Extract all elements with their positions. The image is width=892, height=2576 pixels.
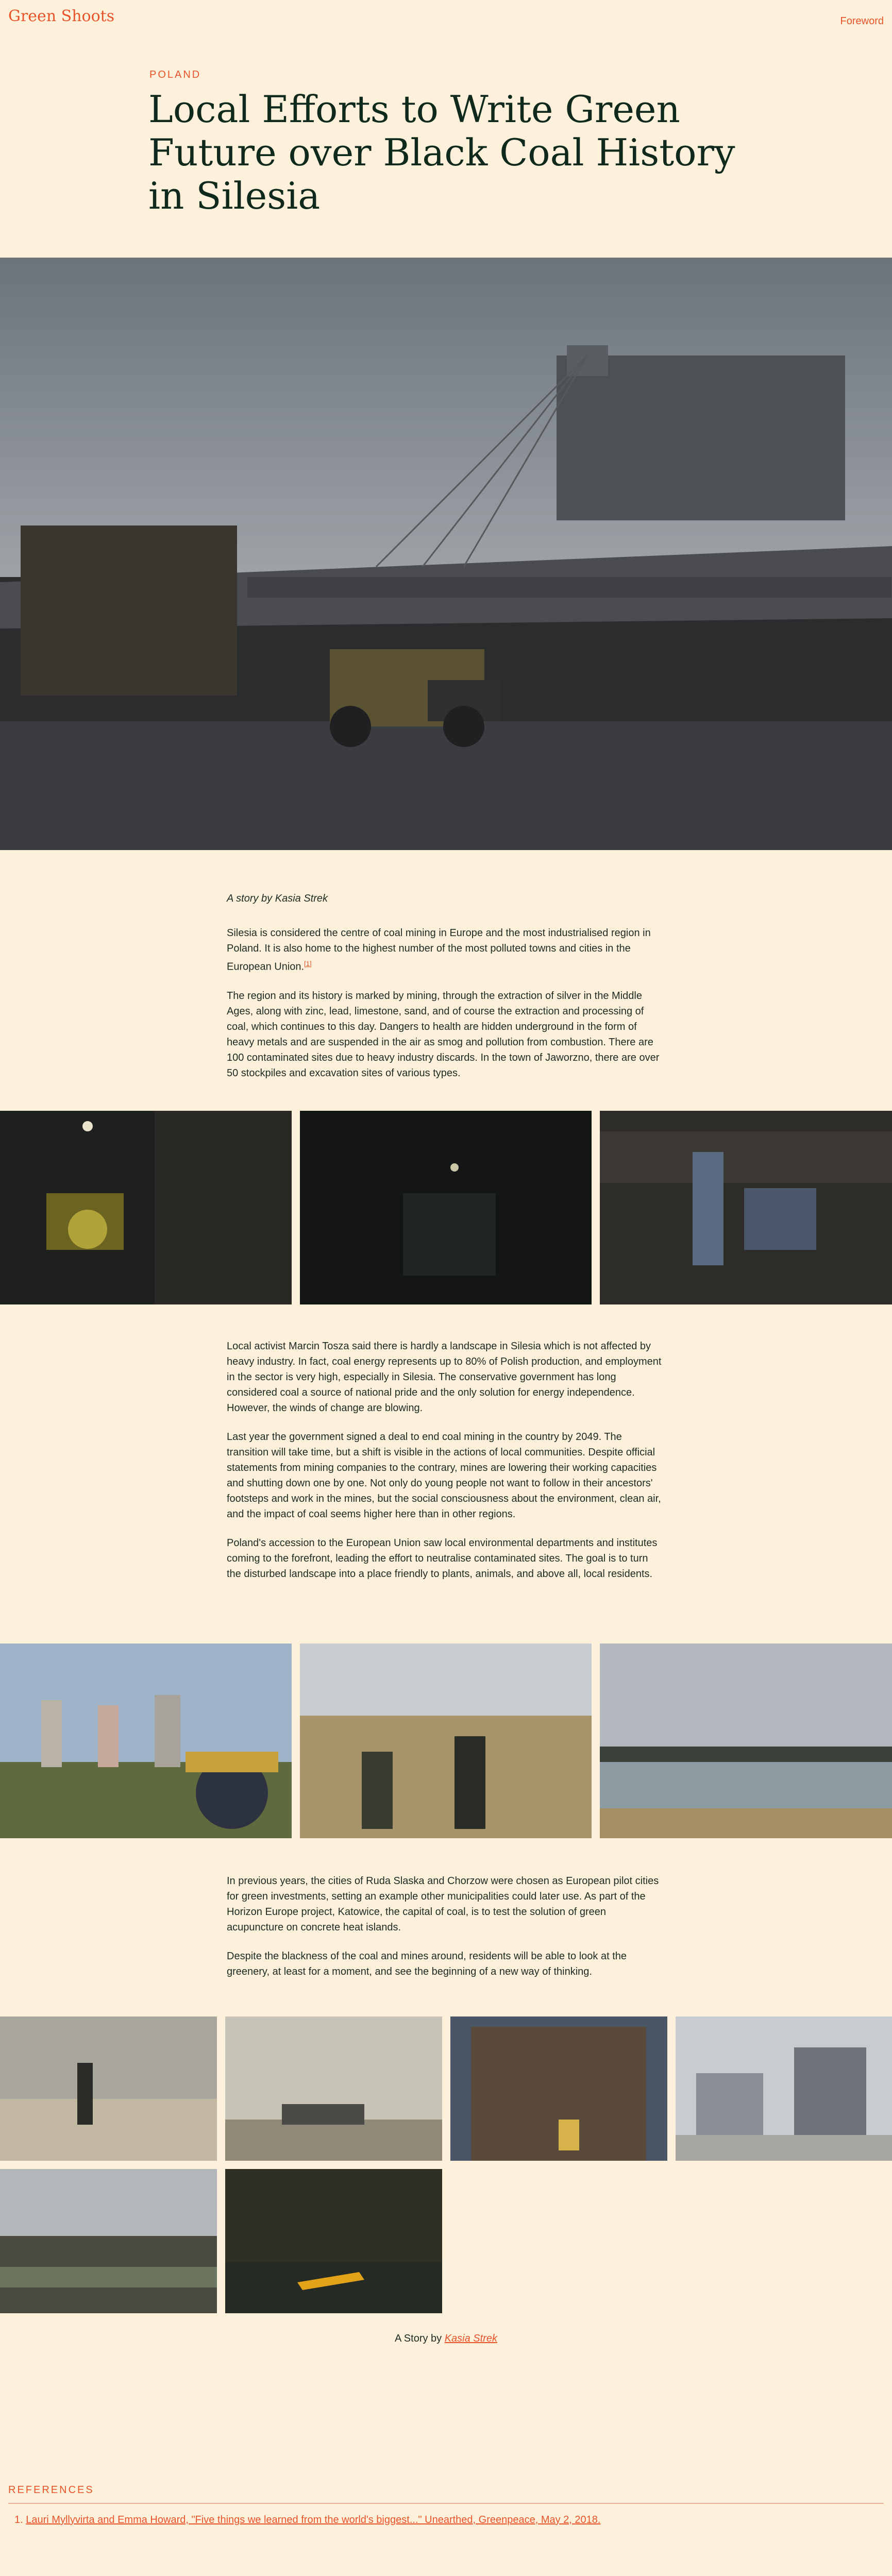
article-title: Local Efforts to Write Green Future over Black Coal History in Silesia bbox=[148, 88, 735, 217]
paragraph-7: Despite the blackness of the coal and mines around, residents will be able to look at the greenery, at least for a moment, and see the beginning of a new way of thinking. bbox=[227, 1951, 627, 1977]
reference-item bbox=[14, 2514, 600, 2526]
paragraph-2: The region and its history is marked by mining, through the extraction of silver in the Middle Ages, along with zinc, lead, limestone, sand, and of course the extraction and processing of coal, which continues to this day. Dangers to health are hidden underground in the form of heavy metals and are suspended in the air as smog and pollution from combustion. There are 100 contaminated sites due to heavy industry discards. In the town of Jaworzno, there are over 50 stockpiles and excavation sites of various types. bbox=[227, 990, 660, 1079]
paragraph-1: Silesia is considered the centre of coal mining in Europe and the most industrialised region in Poland. It is also home to the highest number of the most polluted towns and cities in the European Union. bbox=[227, 927, 651, 973]
site-logo-title[interactable]: Green Shoots bbox=[8, 7, 115, 25]
references-heading: REFERENCES bbox=[8, 2484, 94, 2496]
photo-child-city-view bbox=[0, 1643, 292, 1838]
foreword-link[interactable]: Foreword bbox=[840, 15, 884, 27]
photo-grid-3 bbox=[450, 2016, 667, 2161]
paragraph-3: Local activist Marcin Tosza said there is hardly a landscape in Silesia which is not affected by heavy industry. In fact, coal energy represents up to 80% of Polish production, and employment in the sector is very high, especially in Silesia. The conservative government has long considered coal a source of national pride and the only solution for energy independence. However, the winds of change are blowing. bbox=[227, 1341, 662, 1414]
references-divider bbox=[8, 2503, 884, 2504]
reference-link[interactable]: Lauri Myllyvirta and Emma Howard, "Five things we learned from the world's biggest..." Unearthed, Greenpeace, May 2, 2018. bbox=[26, 2514, 601, 2526]
paragraph-4: Last year the government signed a deal to end coal mining in the country by 2049. The transition will take time, but a shift is visible in the actions of local communities. Despite official statements from mining companies to the contrary, mines are lowering their working capacities and shutting down one by one. Not only do young people not want to follow in their ancestors' footsteps and work in the mines, but the social consciousness about the environment, clean air, and the impact of coal seems higher here than in other regions. bbox=[227, 1431, 661, 1520]
photo-miners-working bbox=[600, 1111, 892, 1304]
photo-lake-walker bbox=[600, 1643, 892, 1838]
photo-mine-tunnel-cart bbox=[0, 1111, 292, 1304]
reference-number: 1. bbox=[14, 2514, 23, 2526]
article-kicker: POLAND bbox=[149, 69, 201, 80]
photo-grid-2 bbox=[225, 2016, 442, 2161]
credit-author-link[interactable]: Kasia Strek bbox=[444, 2333, 497, 2344]
article-middle bbox=[227, 1338, 665, 1595]
credit-prefix: A Story by bbox=[395, 2333, 442, 2344]
photo-grid-6 bbox=[225, 2169, 442, 2313]
photo-reeds-harvest bbox=[300, 1643, 592, 1838]
photo-grid-4 bbox=[676, 2016, 892, 2161]
reference-1-link[interactable]: [1] bbox=[304, 960, 312, 968]
article-intro bbox=[227, 925, 665, 1094]
hero-photo bbox=[0, 258, 892, 850]
story-credit bbox=[0, 2333, 892, 2345]
photo-grid-5 bbox=[0, 2169, 217, 2313]
photo-dark-mine-shaft bbox=[300, 1111, 592, 1304]
article-byline: A story by Kasia Strek bbox=[227, 893, 328, 904]
photo-grid-1 bbox=[0, 2016, 217, 2161]
article-closing bbox=[227, 1873, 665, 1993]
paragraph-5: Poland's accession to the European Union saw local environmental departments and institutes coming to the forefront, leading the effort to neutralise contaminated sites. The goal is to turn the disturbed landscape into a place friendly to plants, animals, and above all, local residents. bbox=[227, 1537, 658, 1580]
paragraph-6: In previous years, the cities of Ruda Slaska and Chorzow were chosen as European pilot cities for green investments, setting an example other municipalities could later use. As part of the Horizon Europe project, Katowice, the capital of coal, is to test the solution of green acupuncture on concrete heat islands. bbox=[227, 1875, 659, 1933]
